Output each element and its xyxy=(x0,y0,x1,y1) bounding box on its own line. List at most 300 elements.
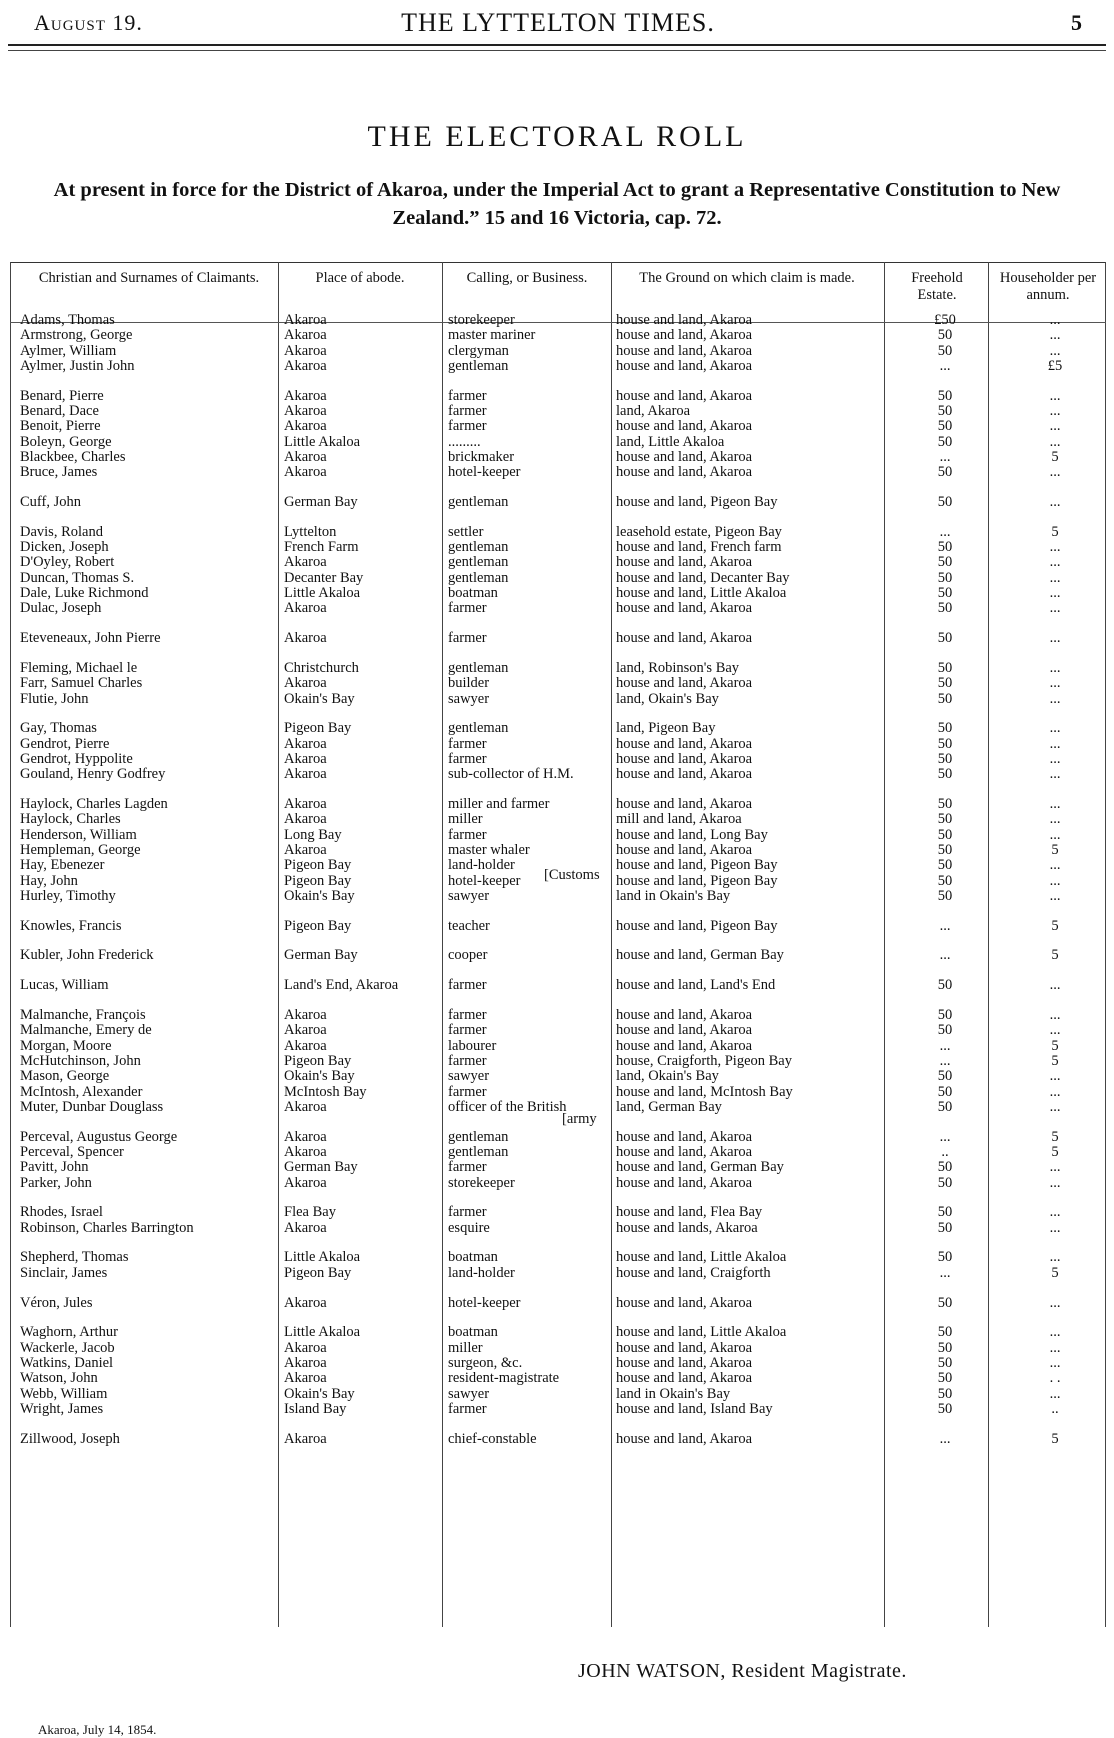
cell-freehold: 50 xyxy=(937,1083,953,1100)
cell-householder: ... xyxy=(1049,1068,1061,1085)
cell-ground: house and land, Akaroa xyxy=(616,1370,753,1387)
cell-freehold: 50 xyxy=(937,600,953,617)
cell-freehold: £50 xyxy=(934,312,956,328)
cell-ground: land, Okain's Bay xyxy=(616,1068,719,1085)
cell-place: Flea Bay xyxy=(284,1204,336,1221)
cell-ground: house and land, Akaroa xyxy=(616,735,753,752)
cell-place: Akaroa xyxy=(284,766,327,783)
table-row xyxy=(10,1220,1106,1237)
cell-calling: gentleman xyxy=(448,357,509,374)
cell-freehold: 50 xyxy=(937,630,953,647)
cell-calling: clergyman xyxy=(448,342,509,359)
cell-name: Adams, Thomas xyxy=(20,312,115,328)
cell-ground: house and land, Craigforth xyxy=(616,1264,771,1281)
cell-ground: mill and land, Akaroa xyxy=(616,811,742,828)
cell-householder: 5 xyxy=(1051,1264,1059,1281)
cell-ground: land in Okain's Bay xyxy=(616,887,731,904)
calling-continuation: [army xyxy=(562,1111,597,1127)
cell-place: Akaroa xyxy=(284,448,327,465)
cell-place: Christchurch xyxy=(284,659,359,676)
newspaper-title: THE LYTTELTON TIMES. xyxy=(401,8,715,37)
cell-name: Rhodes, Israel xyxy=(20,1204,103,1221)
cell-freehold: 50 xyxy=(937,569,953,586)
article-subtitle: At present in force for the District of Akaroa, under the Imperial Act to grant a Representative Constitution to New Zealand.” 15 and 16 Victoria, cap. 72. xyxy=(53,179,1061,229)
cell-householder: ... xyxy=(1049,811,1061,828)
cell-ground: house and land, Land's End xyxy=(616,977,776,994)
cell-freehold: 50 xyxy=(937,887,953,904)
cell-ground: house and land, Akaroa xyxy=(616,796,753,812)
cell-freehold: 50 xyxy=(937,735,953,752)
cell-ground: land, Akaroa xyxy=(616,403,691,419)
cell-freehold: 50 xyxy=(937,1324,953,1341)
cell-householder: 5 xyxy=(1051,1128,1059,1145)
cell-ground: house and lands, Akaroa xyxy=(616,1219,758,1236)
cell-ground: leasehold estate, Pigeon Bay xyxy=(616,523,782,540)
signature: JOHN WATSON, Resident Magistrate. xyxy=(578,1660,907,1682)
cell-ground: house and land, Akaroa xyxy=(616,600,753,617)
cell-calling: sawyer xyxy=(448,690,490,707)
table-row xyxy=(10,1175,1106,1192)
cell-name: Farr, Samuel Charles xyxy=(20,675,143,692)
cell-place: Long Bay xyxy=(284,826,342,843)
cell-ground: house and land, Akaroa xyxy=(616,342,753,359)
cell-householder: ... xyxy=(1049,766,1061,783)
cell-householder: 5 xyxy=(1051,947,1059,964)
cell-calling: storekeeper xyxy=(448,312,515,328)
cell-name: Gendrot, Pierre xyxy=(20,735,110,752)
masthead xyxy=(8,4,1108,42)
cell-place: Akaroa xyxy=(284,1007,327,1023)
cell-name: Wackerle, Jacob xyxy=(20,1339,115,1356)
cell-calling: gentleman xyxy=(448,720,509,737)
cell-name: Zillwood, Joseph xyxy=(20,1430,120,1447)
cell-householder: ... xyxy=(1049,1294,1061,1311)
cell-ground: land, German Bay xyxy=(616,1098,722,1115)
table-top-rule xyxy=(10,262,1106,263)
cell-name: Benoit, Pierre xyxy=(20,418,101,435)
table-row xyxy=(10,977,1106,994)
cell-name: Pavitt, John xyxy=(20,1159,89,1176)
cell-householder: 5 xyxy=(1051,448,1059,465)
cell-name: Flutie, John xyxy=(20,690,89,707)
cell-place: Akaroa xyxy=(284,750,327,767)
cell-calling: gentleman xyxy=(448,1143,509,1160)
cell-ground: house and land, Flea Bay xyxy=(616,1204,763,1221)
table-row xyxy=(10,630,1106,647)
cell-calling: land-holder xyxy=(448,857,515,874)
cell-householder: ... xyxy=(1049,1324,1061,1341)
cell-householder: ... xyxy=(1049,1159,1061,1176)
table-row xyxy=(10,464,1106,481)
cell-place: Pigeon Bay xyxy=(284,1052,352,1069)
cell-ground: house and land, Pigeon Bay xyxy=(616,494,778,510)
cell-householder: ... xyxy=(1049,1385,1061,1402)
cell-ground: house and land, Akaroa xyxy=(616,675,753,692)
cell-freehold: 50 xyxy=(937,1249,953,1266)
cell-householder: ... xyxy=(1049,796,1061,812)
cell-name: Haylock, Charles Lagden xyxy=(20,796,168,812)
cell-name: Duncan, Thomas S. xyxy=(20,569,135,586)
cell-freehold: 50 xyxy=(937,1385,953,1402)
cell-freehold: 50 xyxy=(937,1339,953,1356)
table-row xyxy=(10,1099,1106,1116)
cell-ground: house and land, German Bay xyxy=(616,947,784,964)
header-freehold: Freehold Estate. xyxy=(911,270,963,303)
cell-ground: house and land, Island Bay xyxy=(616,1400,773,1417)
cell-calling: farmer xyxy=(448,1052,487,1069)
cell-freehold: 50 xyxy=(937,433,953,450)
cell-name: Perceval, Spencer xyxy=(20,1143,124,1160)
cell-name: Aylmer, William xyxy=(20,342,117,359)
cell-place: Okain's Bay xyxy=(284,690,355,707)
cell-place: Akaroa xyxy=(284,735,327,752)
cell-ground: house and land, Pigeon Bay xyxy=(616,872,778,889)
cell-calling: storekeeper xyxy=(448,1174,515,1191)
masthead-rule-thin xyxy=(8,50,1106,51)
cell-name: Sinclair, James xyxy=(20,1264,108,1281)
cell-calling: gentleman xyxy=(448,539,509,556)
cell-calling: hotel-keeper xyxy=(448,464,521,481)
cell-calling: brickmaker xyxy=(448,448,515,465)
header-householder: Householder per annum. xyxy=(999,270,1097,303)
cell-name: Boleyn, George xyxy=(20,433,112,450)
cell-householder: ... xyxy=(1049,1204,1061,1221)
cell-calling: boatman xyxy=(448,1249,498,1266)
cell-ground: house and land, Akaroa xyxy=(616,1174,753,1191)
cell-ground: house and land, Akaroa xyxy=(616,387,753,404)
table-row xyxy=(10,888,1106,905)
page-number: 5 xyxy=(1071,10,1082,35)
cell-freehold: 50 xyxy=(937,342,953,359)
cell-freehold: .. xyxy=(941,1143,949,1160)
cell-freehold: 50 xyxy=(937,872,953,889)
cell-calling: farmer xyxy=(448,1022,487,1039)
cell-name: Haylock, Charles xyxy=(20,811,121,828)
cell-householder: ... xyxy=(1049,857,1061,874)
cell-householder: ... xyxy=(1049,494,1061,510)
cell-calling: farmer xyxy=(448,600,487,617)
cell-householder: ... xyxy=(1049,659,1061,676)
cell-place: Akaroa xyxy=(284,464,327,481)
cell-householder: ... xyxy=(1049,872,1061,889)
cell-calling: miller xyxy=(448,1339,483,1356)
cell-householder: ... xyxy=(1049,1007,1061,1023)
cell-calling: teacher xyxy=(448,917,490,934)
cell-ground: house and land, Akaroa xyxy=(616,1354,753,1371)
cell-name: McIntosh, Alexander xyxy=(20,1083,143,1100)
cell-freehold: ... xyxy=(939,1037,951,1054)
cell-place: Akaroa xyxy=(284,1128,327,1145)
cell-place: Akaroa xyxy=(284,600,327,617)
cell-place: Akaroa xyxy=(284,1430,327,1447)
cell-ground: house, Craigforth, Pigeon Bay xyxy=(616,1052,792,1069)
cell-name: Watson, John xyxy=(20,1370,98,1387)
electoral-roll-table xyxy=(10,262,1106,1627)
cell-householder: ... xyxy=(1049,887,1061,904)
cell-householder: ... xyxy=(1049,312,1061,328)
cell-name: Gendrot, Hyppolite xyxy=(20,750,133,767)
cell-ground: house and land, Akaroa xyxy=(616,1128,753,1145)
cell-freehold: 50 xyxy=(937,554,953,571)
cell-place: Akaroa xyxy=(284,1339,327,1356)
cell-householder: ... xyxy=(1049,1249,1061,1266)
cell-place: French Farm xyxy=(284,539,359,556)
cell-calling: farmer xyxy=(448,977,487,994)
cell-householder: 5 xyxy=(1051,523,1059,540)
cell-ground: house and land, Akaroa xyxy=(616,1430,753,1447)
cell-name: Mason, George xyxy=(20,1068,110,1085)
cell-freehold: ... xyxy=(939,1430,951,1447)
cell-calling: farmer xyxy=(448,630,487,647)
cell-place: Akaroa xyxy=(284,1143,327,1160)
cell-calling: master mariner xyxy=(448,327,536,344)
cell-place: Land's End, Akaroa xyxy=(284,977,399,994)
cell-name: Malmanche, Emery de xyxy=(20,1022,152,1039)
cell-ground: house and land, Akaroa xyxy=(616,766,753,783)
masthead-rule xyxy=(8,44,1106,46)
cell-householder: ... xyxy=(1049,1339,1061,1356)
cell-householder: ... xyxy=(1049,1174,1061,1191)
cell-place: Little Akaloa xyxy=(284,1324,361,1341)
cell-calling: labourer xyxy=(448,1037,497,1054)
cell-calling: cooper xyxy=(448,947,488,964)
cell-calling: gentleman xyxy=(448,1128,509,1145)
cell-calling: farmer xyxy=(448,735,487,752)
cell-ground: house and land, Akaroa xyxy=(616,554,753,571)
cell-ground: house and land, McIntosh Bay xyxy=(616,1083,793,1100)
cell-householder: ... xyxy=(1049,1022,1061,1039)
cell-calling: sub-collector of H.M. xyxy=(448,766,574,783)
cell-name: Bruce, James xyxy=(20,464,98,481)
cell-calling: sawyer xyxy=(448,1385,490,1402)
cell-calling: hotel-keeper xyxy=(448,1294,521,1311)
cell-place: Pigeon Bay xyxy=(284,872,352,889)
cell-householder: ... xyxy=(1049,433,1061,450)
table-row xyxy=(10,766,1106,783)
cell-householder: ... xyxy=(1049,750,1061,767)
cell-name: Lucas, William xyxy=(20,977,109,994)
cell-householder: ... xyxy=(1049,977,1061,994)
cell-place: Akaroa xyxy=(284,357,327,374)
cell-ground: house and land, Akaroa xyxy=(616,1294,753,1311)
cell-place: Little Akaloa xyxy=(284,1249,361,1266)
cell-name: Gouland, Henry Godfrey xyxy=(20,766,166,783)
cell-freehold: 50 xyxy=(937,659,953,676)
cell-name: Hay, Ebenezer xyxy=(20,857,105,874)
cell-freehold: 50 xyxy=(937,1400,953,1417)
table-row xyxy=(10,358,1106,375)
cell-freehold: 50 xyxy=(937,1068,953,1085)
cell-freehold: ... xyxy=(939,1052,951,1069)
cell-ground: house and land, Akaroa xyxy=(616,1143,753,1160)
cell-place: Akaroa xyxy=(284,1174,327,1191)
cell-householder: ... xyxy=(1049,1354,1061,1371)
cell-name: Perceval, Augustus George xyxy=(20,1128,178,1145)
cell-place: Pigeon Bay xyxy=(284,857,352,874)
cell-freehold: 50 xyxy=(937,585,953,601)
cell-freehold: ... xyxy=(939,523,951,540)
cell-householder: ... xyxy=(1049,630,1061,647)
cell-freehold: 50 xyxy=(937,750,953,767)
cell-householder: ... xyxy=(1049,342,1061,359)
cell-place: Lyttelton xyxy=(284,523,337,540)
cell-householder: . . xyxy=(1049,1370,1061,1387)
cell-place: Okain's Bay xyxy=(284,1068,355,1085)
cell-calling: farmer xyxy=(448,1159,487,1176)
cell-freehold: 50 xyxy=(937,1174,953,1191)
cell-calling: farmer xyxy=(448,387,487,404)
header-calling: Calling, or Business. xyxy=(466,270,588,286)
cell-ground: house and land, French farm xyxy=(616,539,782,556)
cell-place: Akaroa xyxy=(284,312,327,328)
issue-date: August 19. xyxy=(34,10,143,35)
table-row xyxy=(10,494,1106,511)
cell-freehold: 50 xyxy=(937,1204,953,1221)
cell-calling: ......... xyxy=(448,433,481,450)
cell-ground: land, Pigeon Bay xyxy=(616,720,716,737)
cell-place: Pigeon Bay xyxy=(284,720,352,737)
cell-ground: house and land, Little Akaloa xyxy=(616,1324,787,1341)
cell-place: Little Akaloa xyxy=(284,585,361,601)
cell-place: Akaroa xyxy=(284,1037,327,1054)
cell-freehold: 50 xyxy=(937,841,953,858)
cell-calling: chief-constable xyxy=(448,1430,537,1447)
cell-calling: gentleman xyxy=(448,569,509,586)
cell-place: Akaroa xyxy=(284,630,327,647)
cell-freehold: 50 xyxy=(937,826,953,843)
cell-name: Hempleman, George xyxy=(20,841,141,858)
table-row xyxy=(10,947,1106,964)
cell-freehold: ... xyxy=(939,917,951,934)
cell-householder: ... xyxy=(1049,720,1061,737)
cell-name: Aylmer, Justin John xyxy=(20,357,135,374)
cell-householder: ... xyxy=(1049,735,1061,752)
cell-freehold: 50 xyxy=(937,675,953,692)
cell-name: Henderson, William xyxy=(20,826,137,843)
cell-freehold: 50 xyxy=(937,418,953,435)
cell-ground: house and land, Decanter Bay xyxy=(616,569,790,586)
cell-ground: house and land, Akaroa xyxy=(616,750,753,767)
cell-ground: house and land, Little Akaloa xyxy=(616,1249,787,1266)
cell-name: Benard, Dace xyxy=(20,403,99,419)
cell-ground: house and land, Akaroa xyxy=(616,841,753,858)
cell-calling: resident-magistrate xyxy=(448,1370,560,1387)
cell-calling: farmer xyxy=(448,1204,487,1221)
cell-place: Akaroa xyxy=(284,327,327,344)
cell-ground: house and land, Akaroa xyxy=(616,418,753,435)
cell-ground: house and land, Pigeon Bay xyxy=(616,917,778,934)
cell-place: Decanter Bay xyxy=(284,569,364,586)
cell-place: Akaroa xyxy=(284,1219,327,1236)
cell-freehold: 50 xyxy=(937,857,953,874)
cell-place: Akaroa xyxy=(284,811,327,828)
cell-place: German Bay xyxy=(284,494,358,510)
cell-calling: gentleman xyxy=(448,554,509,571)
cell-householder: .. xyxy=(1051,1400,1059,1417)
cell-freehold: 50 xyxy=(937,387,953,404)
cell-name: Dale, Luke Richmond xyxy=(20,585,149,601)
cell-name: Gay, Thomas xyxy=(20,720,97,737)
cell-name: Kubler, John Frederick xyxy=(20,947,154,964)
cell-place: Little Akaloa xyxy=(284,433,361,450)
cell-householder: ... xyxy=(1049,1083,1061,1100)
cell-freehold: 50 xyxy=(937,403,953,419)
cell-place: Island Bay xyxy=(284,1400,347,1417)
cell-name: Blackbee, Charles xyxy=(20,448,126,465)
cell-name: Waghorn, Arthur xyxy=(20,1324,118,1341)
cell-calling: farmer xyxy=(448,403,487,419)
cell-ground: house and land, Akaroa xyxy=(616,312,753,328)
cell-calling: land-holder xyxy=(448,1264,515,1281)
cell-name: Hurley, Timothy xyxy=(20,887,116,904)
cell-freehold: ... xyxy=(939,1128,951,1145)
cell-name: Hay, John xyxy=(20,872,78,889)
cell-householder: ... xyxy=(1049,539,1061,556)
cell-householder: ... xyxy=(1049,418,1061,435)
cell-calling: surgeon, &c. xyxy=(448,1354,523,1371)
table-row xyxy=(10,1401,1106,1418)
header-ground: The Ground on which claim is made. xyxy=(639,270,855,286)
cell-ground: land, Okain's Bay xyxy=(616,690,719,707)
cell-place: Akaroa xyxy=(284,1370,327,1387)
cell-householder: ... xyxy=(1049,600,1061,617)
cell-place: Okain's Bay xyxy=(284,1385,355,1402)
cell-place: Akaroa xyxy=(284,554,327,571)
cell-name: Davis, Roland xyxy=(20,523,103,540)
cell-calling: farmer xyxy=(448,418,487,435)
cell-ground: house and land, German Bay xyxy=(616,1159,784,1176)
cell-householder: 5 xyxy=(1051,1143,1059,1160)
cell-place: Akaroa xyxy=(284,1354,327,1371)
cell-freehold: 50 xyxy=(937,1354,953,1371)
cell-ground: house and land, Akaroa xyxy=(616,1022,753,1039)
cell-ground: house and land, Akaroa xyxy=(616,1339,753,1356)
cell-calling: miller xyxy=(448,811,483,828)
cell-place: Pigeon Bay xyxy=(284,1264,352,1281)
cell-ground: house and land, Little Akaloa xyxy=(616,585,787,601)
cell-name: Eteveneaux, John Pierre xyxy=(20,630,161,647)
cell-ground: house and land, Akaroa xyxy=(616,1037,753,1054)
cell-ground: house and land, Akaroa xyxy=(616,1007,753,1023)
cell-householder: ... xyxy=(1049,387,1061,404)
cell-ground: house and land, Akaroa xyxy=(616,630,753,647)
cell-freehold: 50 xyxy=(937,539,953,556)
cell-name: Malmanche, François xyxy=(20,1007,146,1023)
cell-freehold: 50 xyxy=(937,494,953,510)
cell-householder: ... xyxy=(1049,585,1061,601)
cell-householder: ... xyxy=(1049,826,1061,843)
cell-place: Akaroa xyxy=(284,1022,327,1039)
dateline: Akaroa, July 14, 1854. xyxy=(38,1722,157,1737)
cell-place: Akaroa xyxy=(284,841,327,858)
cell-ground: house and land, Akaroa xyxy=(616,327,753,344)
cell-name: Dicken, Joseph xyxy=(20,539,109,556)
table-row xyxy=(10,1265,1106,1282)
table-row xyxy=(10,1431,1106,1448)
cell-ground: land, Robinson's Bay xyxy=(616,659,740,676)
cell-freehold: 50 xyxy=(937,796,953,812)
cell-calling: officer of the British xyxy=(448,1098,567,1115)
cell-place: German Bay xyxy=(284,1159,358,1176)
cell-calling: gentleman xyxy=(448,659,509,676)
cell-calling: gentleman xyxy=(448,494,509,510)
cell-freehold: ... xyxy=(939,1264,951,1281)
cell-calling: farmer xyxy=(448,750,487,767)
cell-place: Akaroa xyxy=(284,403,327,419)
cell-ground: land, Little Akaloa xyxy=(616,433,725,450)
cell-calling: builder xyxy=(448,675,490,692)
cell-name: Parker, John xyxy=(20,1174,92,1191)
